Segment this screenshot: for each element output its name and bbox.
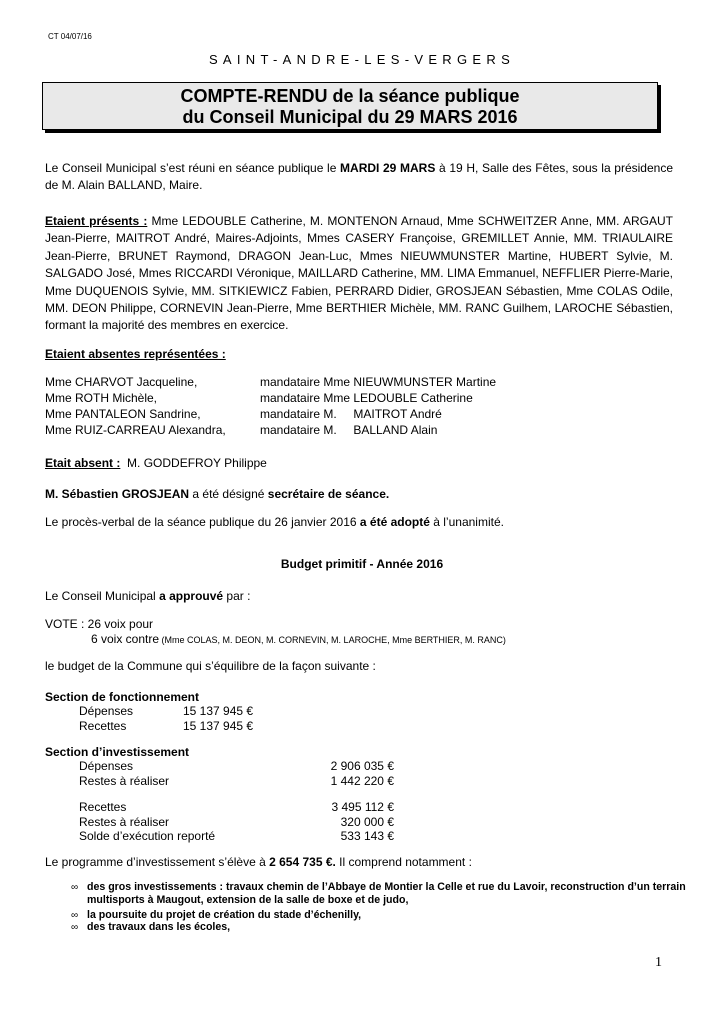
absent-proxy: mandataire M. BALLAND Alain (260, 423, 438, 437)
title-box (42, 82, 658, 130)
intro-text: Le Conseil Municipal s’est réuni en séance publique le (45, 161, 341, 175)
budget-row-value: 1 442 220 € (330, 773, 394, 788)
budget-row (79, 799, 394, 814)
title-line-1: COMPTE-RENDU de la séance publique (180, 86, 520, 106)
budget-row-label: Solde d’exécution reporté (79, 829, 216, 843)
absent-proxy: mandataire M. MAITROT André (260, 407, 442, 421)
absent-name: M. GODDEFROY Philippe (120, 456, 267, 470)
vote-against-count: 6 voix contre (91, 632, 160, 646)
budget-row-label: Recettes (79, 800, 127, 814)
budget-row-value: 15 137 945 € (183, 704, 254, 718)
bullet-item (71, 881, 687, 907)
vote-against (91, 631, 506, 648)
absent-proxy: mandataire Mme LEDOUBLE Catherine (260, 391, 473, 405)
absent-name: Mme PANTALEON Sandrine, (45, 407, 201, 421)
budget-row-label: Restes à réaliser (79, 814, 170, 829)
presents-list: Mme LEDOUBLE Catherine, M. MONTENON Arnaud, Mme SCHWEITZER Anne, MM. ARGAUT Jean-Pierre, MAITROT André, Maires-Adjoints, Mmes CASERY Françoise, GREMILLET Annie, MM. TRIAULAIRE Jean-Pierre, BRUNET Raymond, DRAGON Jean-Luc, Mmes NIEUWMUNSTER Martine, HUBERT Sylvie, M. SALGADO José, Mmes RICCARDI Véronique, MAILLARD Catherine, MM. LIMA Emmanuel, NEFFLIER Pierre-Marie, Mme DUQUENOIS Sylvie, MM. SITKIEWICZ Fabien, PERRARD Didier, GROSJEAN Sébastien, Mme COLAS Odile, MM. DEON Philippe, CORNEVIN Jean-Pierre, Mme BERTHIER Michèle, MM. RANC Guilhem, LAROCHE Sébastien, formant la majorité des membres en exercice. (45, 214, 673, 333)
pv-adopted: a été adopté (359, 515, 430, 529)
investissement-table-1 (79, 758, 394, 787)
budget-title: Budget primitif - Année 2016 (280, 557, 444, 571)
budget-row (79, 828, 394, 843)
infinity-bullet-icon: ∞ (71, 910, 79, 921)
presents-paragraph (45, 213, 673, 335)
absent-paragraph (45, 455, 673, 472)
budget-row-value: 533 143 € (340, 829, 394, 843)
secretary-role: secrétaire de séance. (267, 487, 390, 501)
vote-against-names: (Mme COLAS, M. DEON, M. CORNEVIN, M. LAROCHE, Mme BERTHIER, M. RANC) (159, 635, 506, 645)
budget-equilibrium: le budget de la Commune qui s’équilibre de la façon suivante : (45, 659, 376, 673)
budget-row-label: Recettes (79, 718, 127, 733)
absent-proxy: mandataire Mme NIEUWMUNSTER Martine (260, 375, 497, 389)
pv-text: Le procès-verbal de la séance publique du 26 janvier 2016 (45, 515, 360, 529)
secretary-name: M. Sébastien GROSJEAN (45, 487, 190, 501)
budget-row-label: Restes à réaliser (79, 773, 170, 788)
meeting-date: MARDI 29 MARS (340, 161, 436, 175)
budget-row-value: 3 495 112 € (331, 800, 394, 814)
investissement-table-2 (79, 799, 394, 843)
bullet-text: la poursuite du projet de création du stade d’échenilly, (87, 909, 362, 921)
investment-program (45, 854, 673, 871)
absent-row (45, 374, 673, 390)
secretary-paragraph (45, 486, 673, 503)
intro-paragraph (45, 160, 673, 195)
program-text-end: Il comprend notamment : (335, 855, 472, 869)
absent-label: Etait absent : (45, 456, 121, 470)
budget-row-label: Dépenses (79, 759, 134, 773)
infinity-bullet-icon: ∞ (71, 882, 79, 893)
fonctionnement-table (79, 703, 279, 732)
budget-row (79, 814, 394, 829)
title-line-2: du Conseil Municipal du 29 MARS 2016 (182, 107, 518, 127)
presents-label: Etaient présents : (45, 214, 148, 228)
secretary-text: a été désigné (189, 487, 268, 501)
budget-row-value: 320 000 € (340, 814, 394, 829)
pv-paragraph (45, 514, 673, 531)
absent-name: Mme ROTH Michèle, (45, 391, 158, 405)
infinity-bullet-icon: ∞ (71, 922, 79, 933)
town-name: SAINT-ANDRE-LES-VERGERS (208, 52, 516, 67)
intro-text-end: à 19 H, Salle des Fêtes, sous la présidence de M. Alain BALLAND, Maire. (45, 161, 673, 193)
bullet-text: des travaux dans les écoles, (87, 921, 231, 933)
program-text: Le programme d’investissement s’élève à (45, 855, 270, 869)
budget-row-value: 2 906 035 € (330, 759, 394, 773)
absent-row (45, 390, 673, 406)
budget-approval (45, 588, 673, 605)
budget-row (79, 758, 394, 773)
approval-verb: a approuvé (159, 589, 224, 603)
program-amount: 2 654 735 €. (269, 855, 336, 869)
section-investissement-title: Section d’investissement (45, 745, 190, 759)
approval-text-end: par : (223, 589, 251, 603)
budget-row (79, 718, 279, 733)
pv-text-end: à l’unanimité. (429, 515, 504, 529)
absents-rep-list (45, 374, 673, 438)
budget-row (79, 773, 394, 788)
approval-text: Le Conseil Municipal (45, 589, 160, 603)
absents-rep-heading (45, 346, 673, 363)
budget-row (79, 703, 279, 718)
budget-row-label: Dépenses (79, 704, 134, 718)
bullet-item (71, 921, 687, 934)
document-reference: CT 04/07/16 (48, 32, 92, 41)
absent-row (45, 406, 673, 422)
budget-row-value: 15 137 945 € (183, 718, 254, 733)
absent-name: Mme CHARVOT Jacqueline, (45, 375, 198, 389)
section-fonctionnement-title: Section de fonctionnement (45, 690, 200, 704)
page-number: 1 (655, 955, 662, 970)
vote-for: VOTE : 26 voix pour (45, 617, 154, 631)
absents-rep-label: Etaient absentes représentées : (45, 347, 226, 361)
absent-row (45, 422, 673, 438)
absent-name: Mme RUIZ-CARREAU Alexandra, (45, 423, 226, 437)
bullet-text: des gros investissements : travaux chemin de l’Abbaye de Montier la Celle et rue du Lavoir, reconstruction d’un terrain multisports à Maugout, extension de la salle de boxe et de judo, (87, 881, 686, 906)
